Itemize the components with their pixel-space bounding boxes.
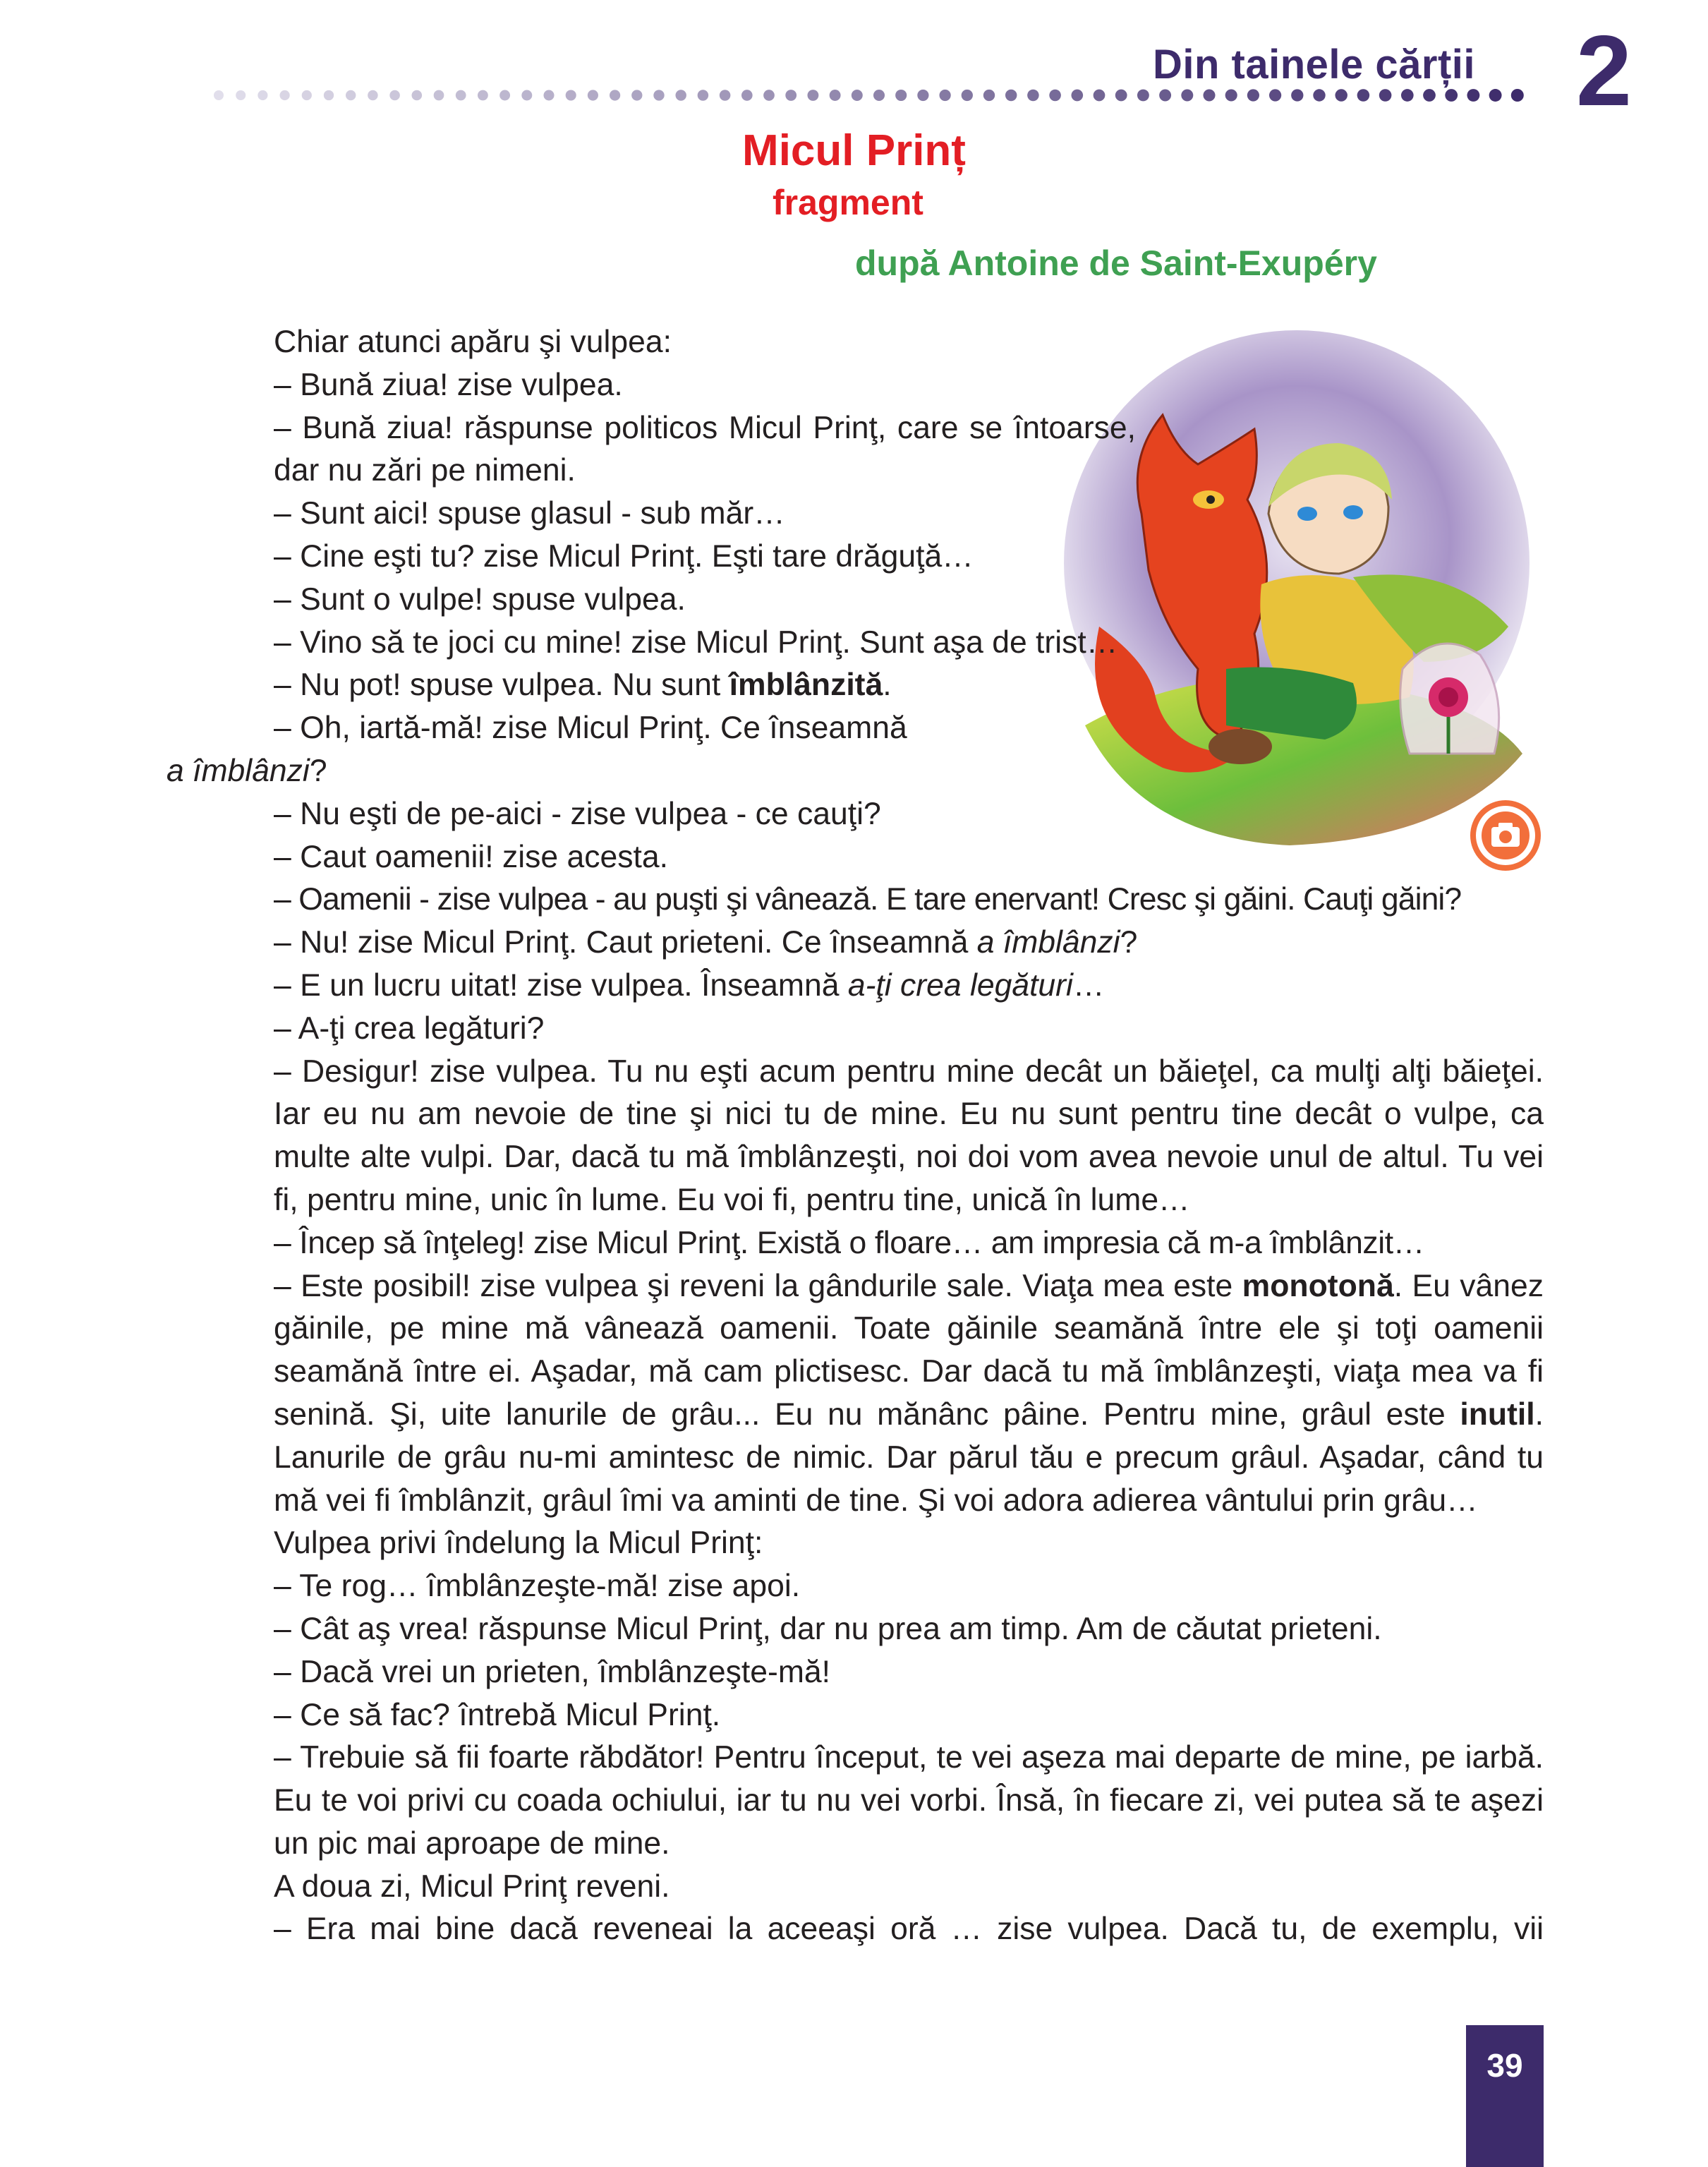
divider-dot — [1335, 89, 1347, 101]
text-run: ? — [309, 753, 327, 788]
divider-dot — [741, 90, 753, 101]
text-run: – Oh, iartă-mă! zise Micul Prinţ. Ce înseamnă — [274, 711, 907, 746]
text-run: . Eu vânez găinile, pe mine mă vânează oamenii. Toate găinile seamănă între ele şi toţi oamenii seamănă între ei. Aşadar, mă cam plictisesc. Dar dacă tu mă îmblânzeşti, viaţa mea va fi senină. Şi, uite lanurile de grâu... Eu nu mănânc pâine. Pentru mine, grâul este — [274, 1268, 1544, 1432]
divider-dot — [1423, 89, 1436, 102]
paragraph: – Dacă vrei un prieten, îmblânzeşte-mă! — [274, 1654, 831, 1689]
italic-term: a îmblânzi — [976, 925, 1120, 960]
paragraph: – Nu eşti de pe-aici - zise vulpea - ce cauţi? — [274, 796, 881, 831]
divider-dot — [939, 90, 950, 101]
paragraph: – Sunt o vulpe! spuse vulpea. — [274, 581, 686, 617]
divider-dot — [1159, 90, 1171, 102]
divider-dot — [499, 90, 510, 101]
divider-dot — [1225, 89, 1237, 101]
divider-dot — [411, 90, 422, 101]
divider-dot — [698, 90, 708, 100]
paragraph: – A-ţi crea legături? — [274, 1010, 545, 1046]
text-run: – E un lucru uitat! zise vulpea. Înseamnă — [274, 967, 848, 1003]
divider-dot — [873, 90, 885, 101]
divider-dot — [785, 90, 797, 101]
divider-dot — [763, 90, 775, 101]
divider-dot — [1247, 89, 1259, 101]
divider-dot — [434, 90, 444, 101]
divider-dot — [279, 90, 289, 100]
bold-word: monotonă — [1242, 1268, 1394, 1303]
paragraph: – Oamenii - zise vulpea - au puşti şi vânează. E tare enervant! Cresc şi găini. Cauţi găini? — [274, 882, 1462, 917]
text-run: . Lanurile de grâu nu-mi amintesc de nimic. Dar părul tău e precum grâul. Aşadar, când tu mă vei fi îmblânzit, grâul îmi va aminti de tine. Şi voi adora adierea vântului prin grâu… — [274, 1396, 1544, 1518]
text-run: – Nu! zise Micul Prinţ. Caut prieteni. Ce înseamnă — [274, 925, 977, 960]
divider-dot — [1181, 90, 1193, 102]
paragraph: Chiar atunci apăru şi vulpea: — [274, 325, 672, 359]
divider-dot — [962, 90, 973, 101]
paragraph — [166, 707, 1544, 793]
dotted-divider — [212, 85, 1552, 106]
paragraph — [166, 965, 1544, 1008]
text-run: – Este posibil! zise vulpea şi reveni la gândurile sale. Viaţa mea este — [274, 1268, 1242, 1303]
paragraph: – Vino să te joci cu mine! zise Micul Prinţ. Sunt aşa de trist… — [274, 624, 1118, 660]
divider-dot — [720, 90, 731, 101]
divider-dot — [807, 90, 818, 101]
divider-dot — [653, 90, 664, 100]
story-text — [166, 321, 1544, 1951]
divider-dot — [521, 90, 532, 101]
paragraph: A doua zi, Micul Prinţ reveni. — [274, 1869, 670, 1904]
paragraph — [166, 922, 1544, 965]
paragraph: – Încep să înţeleg! zise Micul Prinţ. Există o floare… am impresia că m-a îmblânzit… — [274, 1225, 1424, 1260]
divider-dot — [830, 90, 841, 101]
text-run: . — [883, 668, 892, 703]
divider-dot — [302, 90, 312, 100]
divider-dot — [1313, 89, 1325, 101]
divider-dot — [631, 90, 642, 100]
divider-dot — [895, 90, 907, 101]
divider-dot — [1357, 89, 1370, 102]
page-number: 39 — [1466, 2025, 1544, 2167]
divider-dot — [1115, 90, 1127, 102]
divider-dot — [1379, 89, 1392, 102]
divider-dot — [389, 90, 400, 101]
divider-dot — [543, 90, 554, 100]
divider-dot — [675, 90, 686, 100]
paragraph: – Cât aş vrea! răspunse Micul Prinţ, dar nu prea am timp. Am de căutat prieteni. — [274, 1611, 1382, 1646]
divider-dot — [1027, 90, 1039, 102]
text-run: – Nu pot! spuse vulpea. Nu sunt — [274, 668, 729, 703]
divider-dot — [852, 90, 863, 101]
divider-dot — [1401, 89, 1414, 102]
divider-dot — [478, 90, 488, 101]
divider-dot — [368, 90, 377, 100]
paragraph: – Desigur! zise vulpea. Tu nu eşti acum pentru mine decât un băieţel, ca mulţi alţi băieţei. Iar eu nu am nevoie de tine şi nici tu de mine. Eu nu sunt pentru tine decât o vulpe, ca multe alte vulpi. Dar, dacă tu mă îmblânzeşti, noi doi vom avea nevoie unul de altul. Tu vei fi, pentru mine, unic în lume. Eu voi fi, pentru tine, unică în lume… — [274, 1054, 1544, 1217]
divider-dot — [1071, 90, 1083, 102]
text-run: … — [1072, 967, 1105, 1003]
paragraph: – Cine eşti tu? zise Micul Prinţ. Eşti tare drăguţă… — [274, 538, 974, 574]
divider-dot — [1094, 90, 1106, 102]
divider-dot — [1445, 89, 1458, 102]
paragraph: – Bună ziua! răspunse politicos Micul Prinţ, care se întoarse, dar nu zări pe nimeni. — [274, 410, 1136, 488]
divider-dot — [983, 90, 995, 101]
divider-dot — [456, 90, 466, 101]
divider-dot — [258, 90, 267, 100]
divider-dot — [588, 90, 598, 100]
paragraph: – Ce să fac? întrebă Micul Prinţ. — [274, 1697, 721, 1732]
paragraph: – Trebuie să fii foarte răbdător! Pentru început, te vei aşeza mai departe de mine, pe iarbă. Eu te voi privi cu coada ochiului, iar tu nu vei vorbi. Însă, în fiecare zi, vei putea să te aşezi un pic mai aproape de mine. — [274, 1740, 1544, 1861]
italic-term: a îmblânzi — [166, 753, 310, 788]
bold-word: inutil — [1460, 1396, 1535, 1432]
divider-dot — [1269, 89, 1281, 101]
divider-dot — [324, 90, 334, 100]
bold-word: îmblânzită — [729, 668, 883, 703]
divider-dot — [1467, 89, 1479, 102]
divider-dot — [1489, 89, 1502, 102]
divider-dot — [1511, 89, 1524, 102]
paragraph: – Sunt aici! spuse glasul - sub măr… — [274, 496, 785, 531]
story-title: Micul Prinț — [742, 126, 966, 175]
paragraph: – Caut oamenii! zise acesta. — [274, 839, 669, 874]
text-run: ? — [1120, 925, 1138, 960]
divider-dot — [1049, 90, 1061, 102]
divider-dot — [1005, 90, 1017, 101]
divider-dot — [1203, 89, 1215, 101]
paragraph: – Te rog… îmblânzeşte-mă! zise apoi. — [274, 1569, 801, 1604]
story-author: după Antoine de Saint-Exupéry — [855, 243, 1377, 283]
chapter-number: 2 — [1576, 15, 1632, 127]
italic-term: a-ţi crea legături — [847, 967, 1073, 1003]
paragraph: – Bună ziua! zise vulpea. — [274, 367, 623, 402]
divider-dot — [214, 90, 224, 100]
divider-dot — [236, 90, 246, 100]
divider-dot — [566, 90, 576, 100]
story-subtitle: fragment — [773, 183, 923, 222]
divider-dot — [1291, 89, 1303, 101]
paragraph: – Era mai bine dacă reveneai la aceeaşi oră … zise vulpea. Dacă tu, de exemplu, vii — [274, 1912, 1544, 1947]
divider-dot — [346, 90, 356, 100]
section-header-title: Din tainele cărții — [1152, 42, 1475, 87]
divider-dot — [610, 90, 620, 100]
paragraph: Vulpea privi îndelung la Micul Prinţ: — [274, 1526, 763, 1561]
paragraph — [166, 664, 1544, 707]
divider-dot — [917, 90, 928, 101]
divider-dot — [1137, 90, 1149, 102]
paragraph — [166, 1265, 1544, 1523]
